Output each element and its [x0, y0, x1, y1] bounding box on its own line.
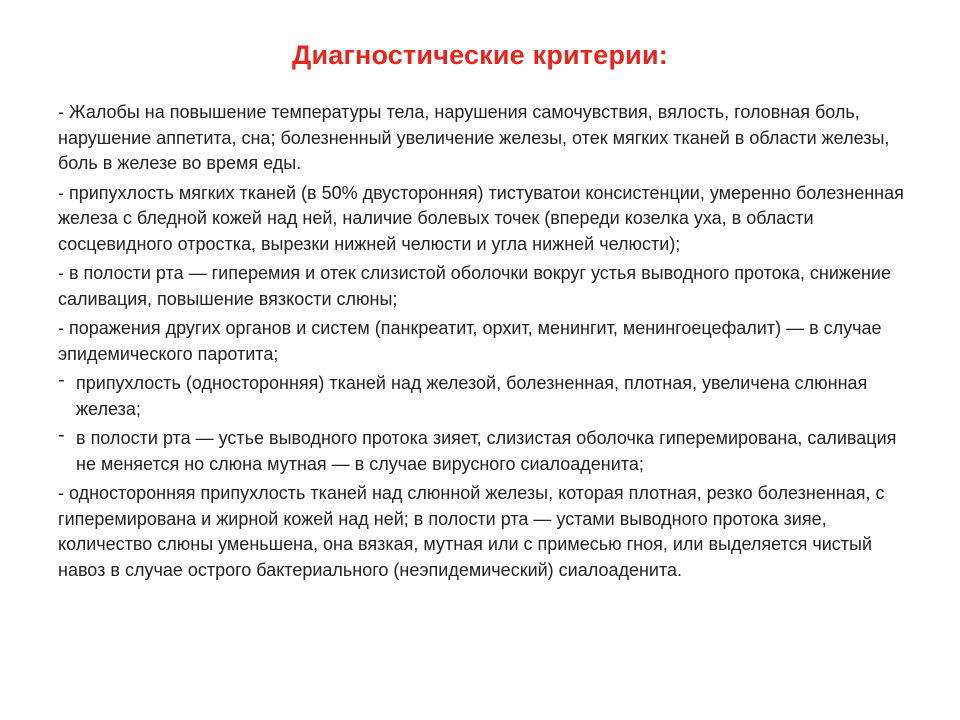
criteria-paragraph-complaints: - Жалобы на повышение температуры тела, нарушения самочувствия, вялость, головная боль, нарушение аппетита, сна; болезненный увеличение железы, отек мягких тканей в области железы, боль в железе во время еды. — [58, 102, 890, 173]
criteria-bullet-viral-sialadenitis — [58, 426, 908, 477]
criteria-paragraph-other-organs: - поражения других органов и систем (панкреатит, орхит, менингит, менингоецефалит) — в случае эпидемического паротита; — [58, 318, 882, 364]
criteria-paragraph-bacterial: - односторонняя припухлость тканей над слюнной железы, которая плотная, резко болезненная, с гиперемирована и жирной кожей над ней; в полости рта — устами выводного протока зияе, количество слюны уменьшена, она вязкая, мутная или с примесью гноя, или выделяется чистый навоз в случае острого бактериального (неэпидемический) сиалоаденита. — [58, 483, 885, 580]
slide-title: Диагностические критерии: — [292, 40, 668, 70]
slide-content — [58, 100, 908, 587]
criteria-paragraph-swelling: - припухлость мягких тканей (в 50% двусторонняя) тистуватои консистенции, умеренно болезненная железа с бледной кожей над ней, наличие болевых точек (впереди козелка уха, в области сосцевидного отростка, вырезки нижней челюсти и угла нижней челюсти); — [58, 182, 904, 254]
bullet-text: припухлость (односторонняя) тканей над железой, болезненная, плотная, увеличена слюнная железа; — [76, 373, 868, 419]
criteria-bullet-unilateral-swelling — [58, 371, 908, 422]
bullet-text: в полости рта — устье выводного протока зияет, слизистая оболочка гиперемирована, саливация не меняется но слюна мутная — в случае вирусного сиалоаденита; — [76, 428, 897, 474]
criteria-paragraph-oral-cavity: - в полости рта — гиперемия и отек слизистой оболочки вокруг устья выводного протока, снижение саливация, повышение вязкости слюны; — [58, 263, 891, 309]
bullet-mark: - — [58, 424, 65, 446]
bullet-mark: - — [58, 369, 65, 391]
